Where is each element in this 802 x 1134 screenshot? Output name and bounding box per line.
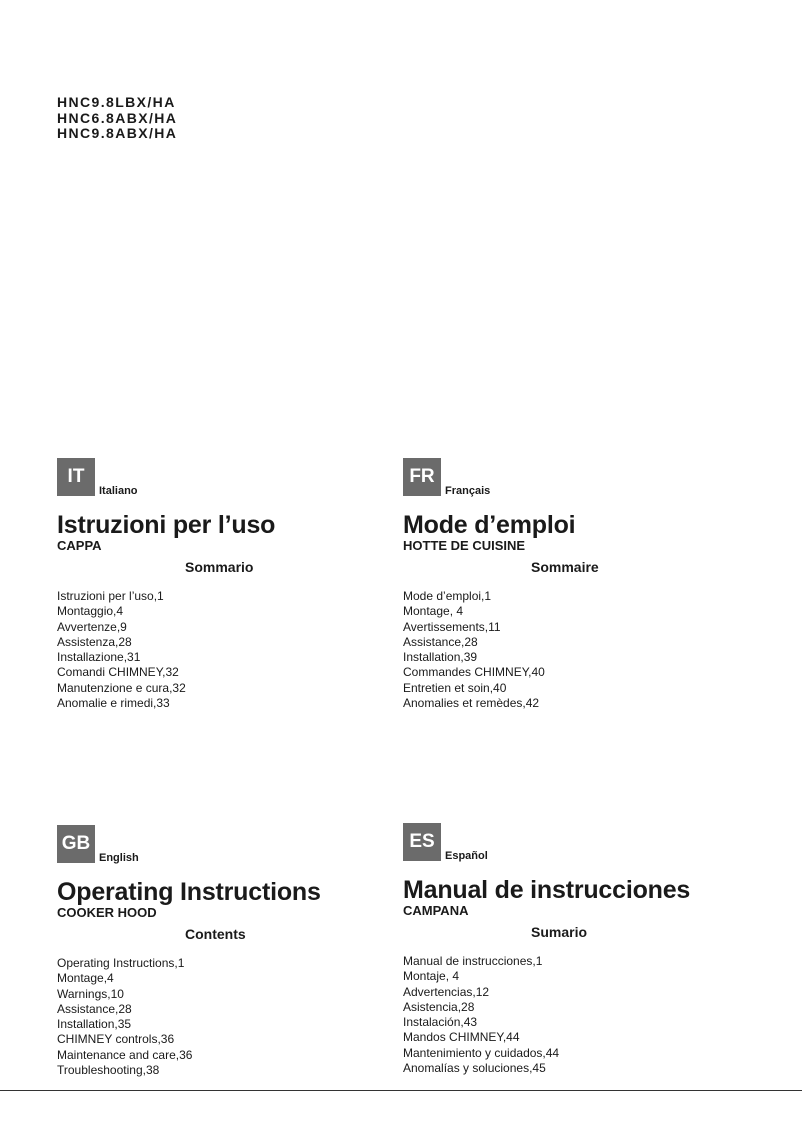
toc-item[interactable]: Installation,35	[57, 1017, 132, 1032]
toc-item[interactable]: Montage, 4	[403, 604, 464, 619]
language-name: Italiano	[99, 485, 138, 497]
section-espanol	[403, 823, 733, 1076]
language-badge: FR	[403, 458, 441, 496]
toc-item[interactable]: Avvertenze,9	[57, 619, 127, 634]
toc-item[interactable]: Installation,39	[403, 650, 478, 665]
toc-item[interactable]: Assistance,28	[57, 1001, 132, 1016]
language-badge: GB	[57, 825, 95, 863]
language-header	[403, 458, 733, 496]
toc-item[interactable]: Comandi CHIMNEY,32	[57, 665, 179, 680]
section-english	[57, 825, 387, 1078]
language-name: English	[99, 852, 139, 864]
toc-item[interactable]: Anomalie e rimedi,33	[57, 696, 170, 711]
model-number: HNC9.8LBX/HA	[57, 94, 176, 110]
toc-item[interactable]: Entretien et soin,40	[403, 680, 507, 695]
toc-item[interactable]: Avertissements,11	[403, 619, 501, 634]
language-name: Français	[445, 485, 491, 497]
toc-item[interactable]: Installazione,31	[57, 650, 141, 665]
page-divider	[0, 1090, 802, 1091]
product-name: COOKER HOOD	[57, 905, 157, 920]
toc-item[interactable]: Montage,4	[57, 971, 114, 986]
toc-item[interactable]: Anomalías y soluciones,45	[403, 1061, 546, 1076]
product-name: CAPPA	[57, 538, 102, 553]
section-title: Manual de instrucciones	[403, 876, 691, 904]
section-italiano	[57, 458, 387, 711]
toc-item[interactable]: CHIMNEY controls,36	[57, 1032, 175, 1047]
toc-item[interactable]: Instalación,43	[403, 1015, 478, 1030]
toc-item[interactable]: Advertencias,12	[403, 984, 490, 999]
toc-heading: Sumario	[531, 924, 588, 940]
toc-item[interactable]: Mantenimiento y cuidados,44	[403, 1045, 560, 1060]
toc-item[interactable]: Operating Instructions,1	[57, 956, 185, 970]
toc-item[interactable]: Istruzioni per l’uso,1	[57, 589, 164, 603]
section-title: Operating Instructions	[57, 878, 321, 906]
toc-heading: Sommaire	[531, 559, 599, 575]
table-of-contents	[403, 589, 733, 711]
toc-heading: Sommario	[185, 559, 254, 575]
toc-heading: Contents	[185, 926, 246, 942]
toc-item[interactable]: Troubleshooting,38	[57, 1063, 160, 1078]
language-badge: ES	[403, 823, 441, 861]
toc-item[interactable]: Assistance,28	[403, 634, 478, 649]
table-of-contents	[57, 589, 387, 711]
table-of-contents	[57, 956, 387, 1078]
toc-item[interactable]: Warnings,10	[57, 986, 124, 1001]
toc-item[interactable]: Manual de instrucciones,1	[403, 954, 543, 968]
language-badge: IT	[57, 458, 95, 496]
language-header	[57, 825, 387, 863]
toc-item[interactable]: Mandos CHIMNEY,44	[403, 1030, 520, 1045]
language-name: Español	[445, 850, 488, 862]
section-title: Istruzioni per l’uso	[57, 511, 276, 539]
toc-item[interactable]: Assistenza,28	[57, 634, 132, 649]
table-of-contents	[403, 954, 733, 1076]
toc-item[interactable]: Commandes CHIMNEY,40	[403, 665, 545, 680]
language-header	[403, 823, 733, 861]
toc-item[interactable]: Asistencia,28	[403, 999, 475, 1014]
model-number: HNC6.8ABX/HA	[57, 109, 178, 126]
toc-item[interactable]: Anomalies et remèdes,42	[403, 696, 540, 711]
model-number: HNC9.8ABX/HA	[57, 125, 178, 141]
language-header	[57, 458, 387, 496]
toc-item[interactable]: Montaggio,4	[57, 604, 124, 619]
toc-item[interactable]: Manutenzione e cura,32	[57, 680, 186, 695]
product-name: CAMPANA	[403, 903, 469, 918]
model-list	[57, 95, 177, 142]
section-francais	[403, 458, 733, 711]
product-name: HOTTE DE CUISINE	[403, 538, 526, 553]
section-title: Mode d’emploi	[403, 511, 576, 539]
toc-item[interactable]: Mode d’emploi,1	[403, 589, 492, 603]
toc-item[interactable]: Maintenance and care,36	[57, 1047, 193, 1062]
toc-item[interactable]: Montaje, 4	[403, 969, 460, 984]
